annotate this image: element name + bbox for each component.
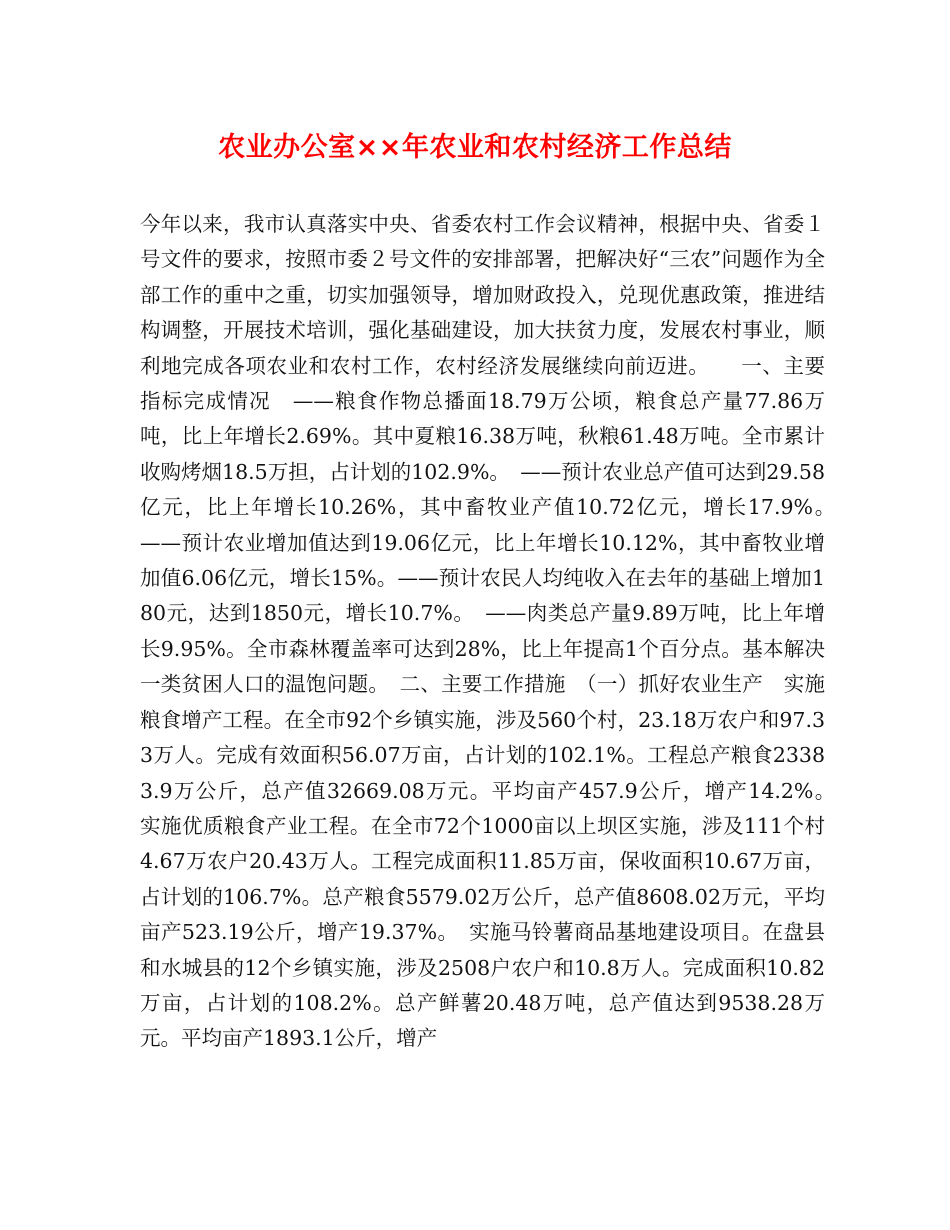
document-title: 农业办公室××年农业和农村经济工作总结 <box>218 132 732 163</box>
body-paragraph: 今年以来，我市认真落实中央、省委农村工作会议精神，根据中央、省委１号文件的要求，按照市委２号文件的安排部署，把解决好“三农”问题作为全部工作的重中之重，切实加强领导，增加财政投入，兑现优惠政策，推进结构调整，开展技术培训，强化基础建设，加大扶贫力度，发展农村事业，顺利地完成各项农业和农村工作，农村经济发展继续向前迈进。 一、主要指标完成情况 ——粮食作物总播面18.79万公顷，粮食总产量77.86万吨，比上年增长2.69%。其中夏粮16.38万吨，秋粮61.48万吨。全市累计收购烤烟18.5万担，占计划的102.9%。 ——预计农业总产值可达到29.58亿元，比上年增长10.26%，其中畜牧业产值10.72亿元，增长17.9%。 ——预计农业增加值达到19.06亿元，比上年增长10.12%，其中畜牧业增加值6.06亿元，增长15%。——预计农民人均纯收入在去年的基础上增加180元，达到1850元，增长10.7%。 ——肉类总产量9.89万吨，比上年增长9.95%。全市森林覆盖率可达到28%，比上年提高1个百分点。基本解决一类贫困人口的温饱问题。 二、主要工作措施 （一）抓好农业生产 实施粮食增产工程。在全市92个乡镇实施，涉及560个村，23.18万农户和97.33万人。完成有效面积56.07万亩，占计划的102.1%。工程总产粮食23383.9万公斤，总产值32669.08万元。平均亩产457.9公斤，增产14.2%。 实施优质粮食产业工程。在全市72个1000亩以上坝区实施，涉及111个村4.67万农户20.43万人。工程完成面积11.85万亩，保收面积10.67万亩，占计划的106.7%。总产粮食5579.02万公斤，总产值8608.02万元，平均亩产523.19公斤，增产19.37%。 实施马铃薯商品基地建设项目。在盘县和水城县的12个乡镇实施，涉及2508户农户和10.8万人。完成面积10.82万亩，占计划的108.2%。总产鲜薯20.48万吨，总产值达到9538.28万元。平均亩产1893.1公斤，增产 <box>140 212 846 1051</box>
document-body <box>140 207 846 1057</box>
